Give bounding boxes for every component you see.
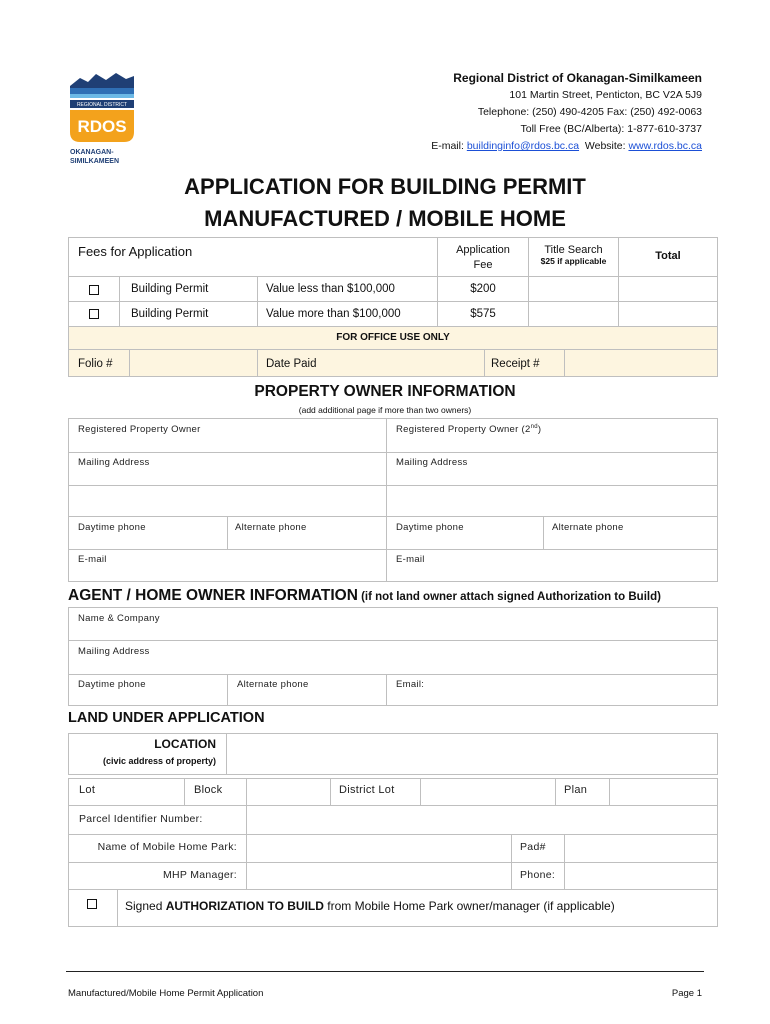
civic-address-field[interactable] [226,733,718,775]
footer-divider [66,971,704,972]
page-title: APPLICATION FOR BUILDING PERMIT [184,174,586,199]
app-fee-header: Application Fee [437,237,529,277]
svg-text:RDOS: RDOS [77,117,127,136]
block-label-cell[interactable]: Block [184,778,247,806]
page-subtitle: MANUFACTURED / MOBILE HOME [204,206,566,231]
fees-header: Fees for Application [78,244,193,259]
folio-field[interactable] [129,349,258,377]
org-tollfree: Toll Free (BC/Alberta): 1-877-610-3737 [520,123,702,135]
phone-label-cell: Phone: [511,862,565,890]
owner1-mailing-field[interactable]: Mailing Address [68,452,387,486]
fees-header-cell [68,237,438,277]
fee-row-2-check-cell [68,301,120,327]
owner2-alt-phone[interactable]: Alternate phone [543,516,718,550]
org-phone: Telephone: (250) 490-4205 Fax: (250) 492-0063 [477,106,702,118]
total-header: Total [618,237,718,277]
receipt-field[interactable] [564,349,718,377]
date-paid-field[interactable]: Date Paid [257,349,485,377]
auth-checkbox[interactable] [87,899,97,909]
agent-alt-phone[interactable]: Alternate phone [227,674,387,706]
fee-row-2-total[interactable] [618,301,718,327]
park-field[interactable] [246,834,512,863]
fee-row-1-checkbox[interactable] [89,285,99,295]
fee-row-2-checkbox[interactable] [89,309,99,319]
pad-field[interactable] [564,834,718,863]
org-name: Regional District of Okanagan-Similkameen [453,71,702,85]
lot-label-cell[interactable]: Lot [68,778,185,806]
fee-row-1-check-cell [68,276,120,302]
email-link[interactable]: buildinginfo@rdos.bc.ca [466,140,580,152]
office-use-banner: FOR OFFICE USE ONLY [68,326,718,350]
fee-row-1-total[interactable] [618,276,718,302]
plan-label-cell[interactable]: Plan [555,778,610,806]
land-section-title: LAND UNDER APPLICATION [68,710,265,726]
footer-title: Manufactured/Mobile Home Permit Application [68,988,264,999]
phone-field[interactable] [564,862,718,890]
location-label-cell: LOCATION (civic address of property) [68,733,227,775]
fee-row-1-title-search[interactable] [528,276,619,302]
fee-row-2-title-search[interactable] [528,301,619,327]
owner1-email[interactable]: E-mail [68,549,387,582]
fee-row-2-fee: $575 [437,301,529,327]
owner1-alt-phone[interactable]: Alternate phone [227,516,387,550]
block-field[interactable] [246,778,331,806]
owner2-mailing-field[interactable]: Mailing Address [386,452,718,486]
owner-section-note: (add additional page if more than two owners) [298,405,472,415]
org-info [431,70,702,155]
owner2-name-field[interactable]: Registered Property Owner (2nd) [386,418,718,453]
district-lot-label-cell[interactable]: District Lot [330,778,421,806]
title-search-header: Title Search $25 if applicable [528,237,619,277]
owner2-email[interactable]: E-mail [386,549,718,582]
pid-field[interactable] [246,805,718,835]
owner-section-title: PROPERTY OWNER INFORMATION [254,383,516,400]
manager-label-cell: MHP Manager: [68,862,247,890]
rdos-logo [66,70,138,170]
owner2-mailing-line2[interactable] [386,485,718,517]
svg-text:REGIONAL DISTRICT: REGIONAL DISTRICT [76,102,128,108]
plan-field[interactable] [609,778,718,806]
org-address: 101 Martin Street, Penticton, BC V2A 5J9 [509,89,702,101]
owner1-daytime-phone[interactable]: Daytime phone [68,516,228,550]
receipt-label: Receipt # [484,349,565,377]
agent-email[interactable]: Email: [386,674,718,706]
svg-text:SIMILKAMEEN: SIMILKAMEEN [70,158,119,165]
park-label-cell: Name of Mobile Home Park: [68,834,247,863]
agent-section-title: AGENT / HOME OWNER INFORMATION (if not land owner attach signed Authorization to Build) [68,587,661,604]
pid-label-cell: Parcel Identifier Number: [68,805,247,835]
fee-row-2-desc: Value more than $100,000 [257,301,438,327]
fee-row-2-type: Building Permit [119,301,258,327]
fee-row-1-desc: Value less than $100,000 [257,276,438,302]
owner1-name-field[interactable]: Registered Property Owner [68,418,387,453]
website-link[interactable]: www.rdos.bc.ca [628,140,702,152]
folio-label: Folio # [68,349,130,377]
page-number: Page 1 [671,988,702,999]
auth-check-cell [68,889,118,927]
org-contact: E-mail: buildinginfo@rdos.bc.ca Website: www.rdos.bc.ca [431,140,702,152]
fee-row-1-fee: $200 [437,276,529,302]
owner2-daytime-phone[interactable]: Daytime phone [386,516,544,550]
pad-label-cell: Pad# [511,834,565,863]
fee-row-1-type: Building Permit [119,276,258,302]
svg-text:OKANAGAN-: OKANAGAN- [70,149,114,156]
auth-statement: Signed AUTHORIZATION TO BUILD from Mobile Home Park owner/manager (if applicable) [117,889,718,927]
owner1-mailing-line2[interactable] [68,485,387,517]
agent-mailing-field[interactable]: Mailing Address [68,640,718,675]
district-lot-field[interactable] [420,778,556,806]
manager-field[interactable] [246,862,512,890]
agent-daytime-phone[interactable]: Daytime phone [68,674,228,706]
agent-name-field[interactable]: Name & Company [68,607,718,641]
